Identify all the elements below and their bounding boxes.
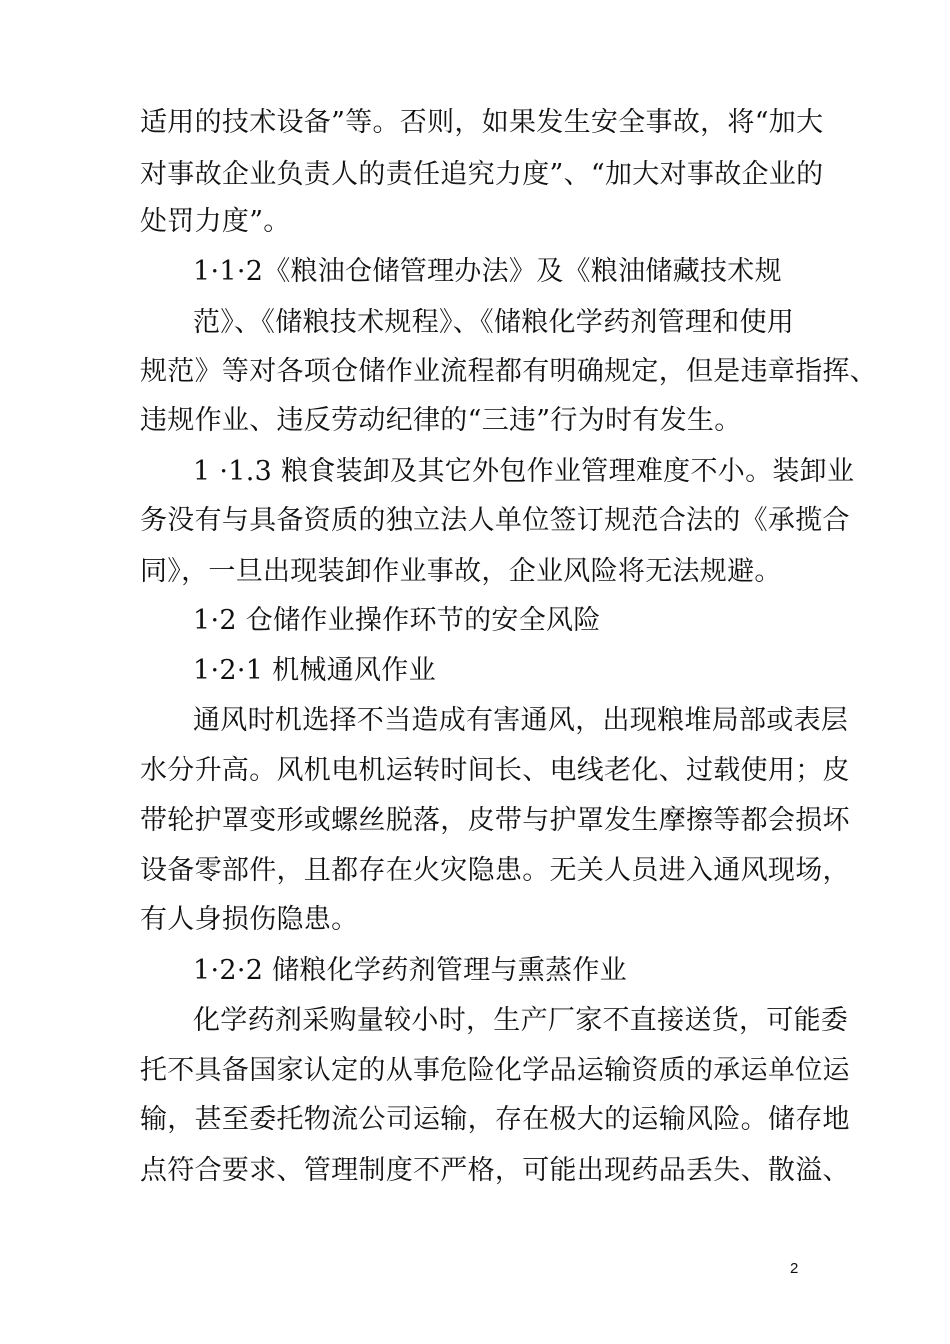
text-line: 点符合要求、管理制度不严格，可能出现药品丢失、散溢、 (140, 1155, 850, 1186)
text-line: 托不具备国家认定的从事危险化学品运输资质的承运单位运 (140, 1055, 850, 1086)
text-line: 水分升高。风机电机运转时间长、电线老化、过载使用；皮 (140, 755, 850, 786)
text-line: 带轮护罩变形或螺丝脱落，皮带与护罩发生摩擦等都会损坏 (140, 805, 850, 836)
page-number: 2 (790, 1260, 799, 1277)
section-heading: 1·2·1 机械通风作业 (193, 655, 436, 686)
text-line: 对事故企业负责人的责任追究力度”、“加大对事故企业的 (140, 159, 824, 190)
text-line: 有人身损伤隐患。 (140, 904, 359, 935)
section-heading: 1·2·2 储粮化学药剂管理与熏蒸作业 (193, 955, 627, 986)
text-line: 规范》等对各项仓储作业流程都有明确规定，但是违章指挥、 (140, 356, 878, 387)
text-line: 范》、《储粮技术规程》、《储粮化学药剂管理和使用 (193, 307, 795, 338)
text-line: 化学药剂采购量较小时，生产厂家不直接送货，可能委 (193, 1005, 849, 1036)
section-heading: 1 ·1.3 粮食装卸及其它外包作业管理难度不小。装卸业 (193, 456, 855, 487)
text-line: 输，甚至委托物流公司运输，存在极大的运输风险。储存地 (140, 1104, 850, 1135)
text-line: 违规作业、违反劳动纪律的“三违”行为时有发生。 (140, 405, 742, 436)
section-heading: 1·1·2《粮油仓储管理办法》及《粮油储藏技术规 (193, 256, 782, 287)
text-line: 务没有与具备资质的独立法人单位签订规范合法的《承揽合 (140, 505, 850, 536)
text-line: 处罚力度”。 (140, 206, 291, 237)
section-heading: 1·2 仓储作业操作环节的安全风险 (193, 605, 601, 636)
text-line: 通风时机选择不当造成有害通风，出现粮堆局部或表层 (193, 705, 849, 736)
text-line: 适用的技术设备”等。否则，如果发生安全事故，将“加大 (140, 107, 824, 138)
text-line: 设备零部件，且都存在火灾隐患。无关人员进入通风现场， (140, 855, 850, 886)
text-line: 同》，一旦出现装卸作业事故，企业风险将无法规避。 (140, 556, 782, 587)
